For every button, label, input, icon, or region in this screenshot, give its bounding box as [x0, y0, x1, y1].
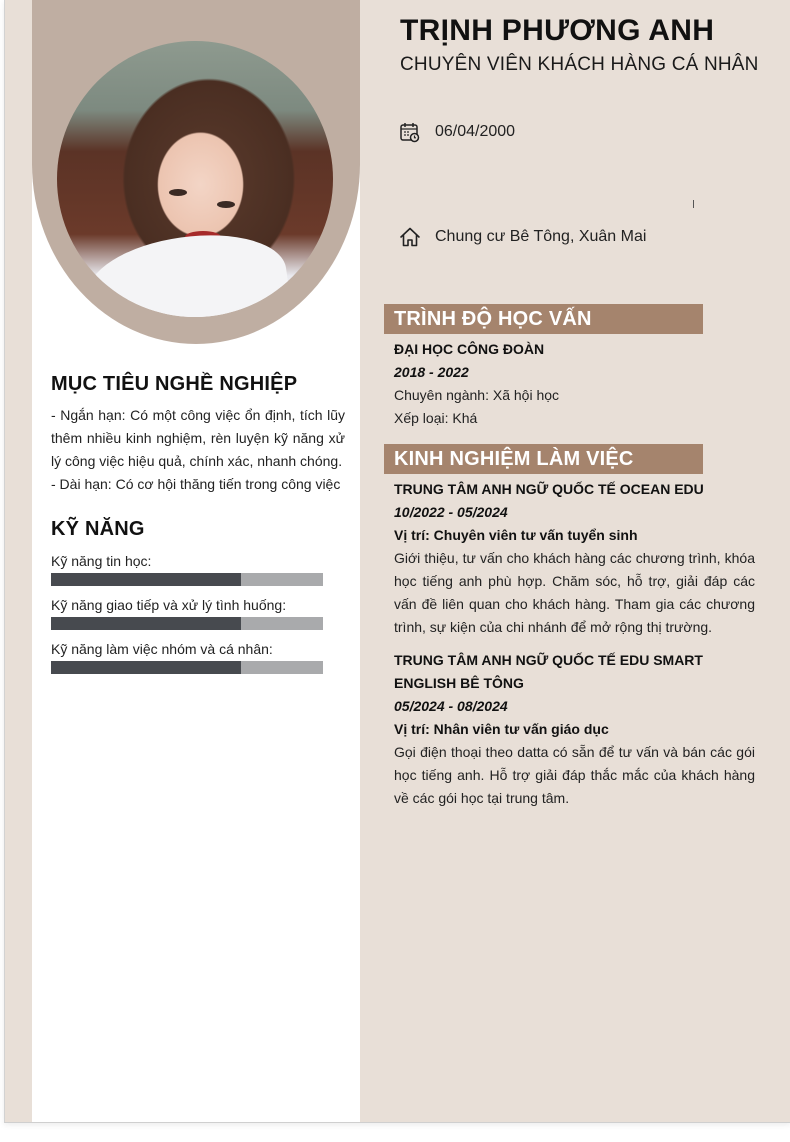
- skill-label: Kỹ năng làm việc nhóm và cá nhân:: [51, 641, 273, 657]
- skill-bar: [51, 573, 323, 586]
- candidate-name: TRỊNH PHƯƠNG ANH: [400, 14, 715, 47]
- experience-org: TRUNG TÂM ANH NGỮ QUỐC TẾ OCEAN EDU: [394, 481, 704, 497]
- education-school: ĐẠI HỌC CÔNG ĐOÀN: [394, 341, 545, 357]
- address-row: [399, 226, 646, 248]
- candidate-title: CHUYÊN VIÊN KHÁCH HÀNG CÁ NHÂN: [400, 54, 759, 75]
- skill-bar: [51, 661, 323, 674]
- address-value: Chung cư Bê Tông, Xuân Mai: [435, 228, 647, 245]
- skill-bar-fill: [51, 617, 241, 630]
- skills-heading: KỸ NĂNG: [51, 518, 145, 540]
- skill-bar: [51, 617, 323, 630]
- experience-heading: KINH NGHIỆM LÀM VIỆC: [384, 444, 703, 474]
- skill-bar-fill: [51, 573, 241, 586]
- experience-item: [394, 478, 755, 639]
- photo-eye: [217, 201, 235, 208]
- skill-bar-fill: [51, 661, 241, 674]
- skill-label: Kỹ năng giao tiếp và xử lý tình huống:: [51, 597, 287, 613]
- profile-photo: [57, 41, 333, 317]
- experience-org: TRUNG TÂM ANH NGỮ QUỐC TẾ EDU SMART ENGLISH BÊ TÔNG: [394, 652, 703, 691]
- decorative-tick: [693, 200, 694, 208]
- home-icon: [399, 226, 421, 248]
- experience-description: Giới thiệu, tư vấn cho khách hàng các chương trình, khóa học tiếng anh phù hợp. Chăm sóc, hỗ trợ, giải đáp các vấn đề liên quan cho khách hàng. Tham gia các chương trình, sự kiện của chi nhánh để mở rộng thị trường.: [394, 550, 755, 635]
- education-period: 2018 - 2022: [394, 364, 469, 380]
- experience-item: [394, 649, 755, 810]
- education-heading: TRÌNH ĐỘ HỌC VẤN: [384, 304, 703, 334]
- experience-position: Vị trí: Nhân viên tư vấn giáo dục: [394, 721, 609, 737]
- objective-text: [51, 404, 345, 496]
- birthdate-value: 06/04/2000: [435, 123, 516, 140]
- photo-eye: [169, 189, 187, 196]
- experience-position: Vị trí: Chuyên viên tư vấn tuyển sinh: [394, 527, 638, 543]
- objective-long-term: - Dài hạn: Có cơ hội thăng tiến trong công việc: [51, 476, 341, 492]
- experience-period: 05/2024 - 08/2024: [394, 698, 508, 714]
- skill-label: Kỹ năng tin học:: [51, 553, 152, 569]
- education-grade: Xếp loại: Khá: [394, 410, 478, 426]
- birthdate-row: [399, 121, 515, 143]
- experience-period: 10/2022 - 05/2024: [394, 504, 508, 520]
- education-major: Chuyên ngành: Xã hội học: [394, 387, 560, 403]
- education-block: [394, 338, 755, 430]
- objective-short-term: - Ngắn hạn: Có một công việc ổn định, tích lũy thêm nhiều kinh nghiệm, rèn luyện kỹ năng xử lý công việc hiệu quả, chính xác, nhanh chóng.: [51, 407, 345, 469]
- calendar-clock-icon: [399, 121, 421, 143]
- experience-description: Gọi điện thoại theo datta có sẵn để tư vấn và bán các gói học tiếng anh. Hỗ trợ giải đáp thắc mắc của khách hàng về các gói học tại trung tâm.: [394, 744, 755, 806]
- photo-shirt: [82, 224, 293, 317]
- objective-heading: MỤC TIÊU NGHỀ NGHIỆP: [51, 373, 298, 395]
